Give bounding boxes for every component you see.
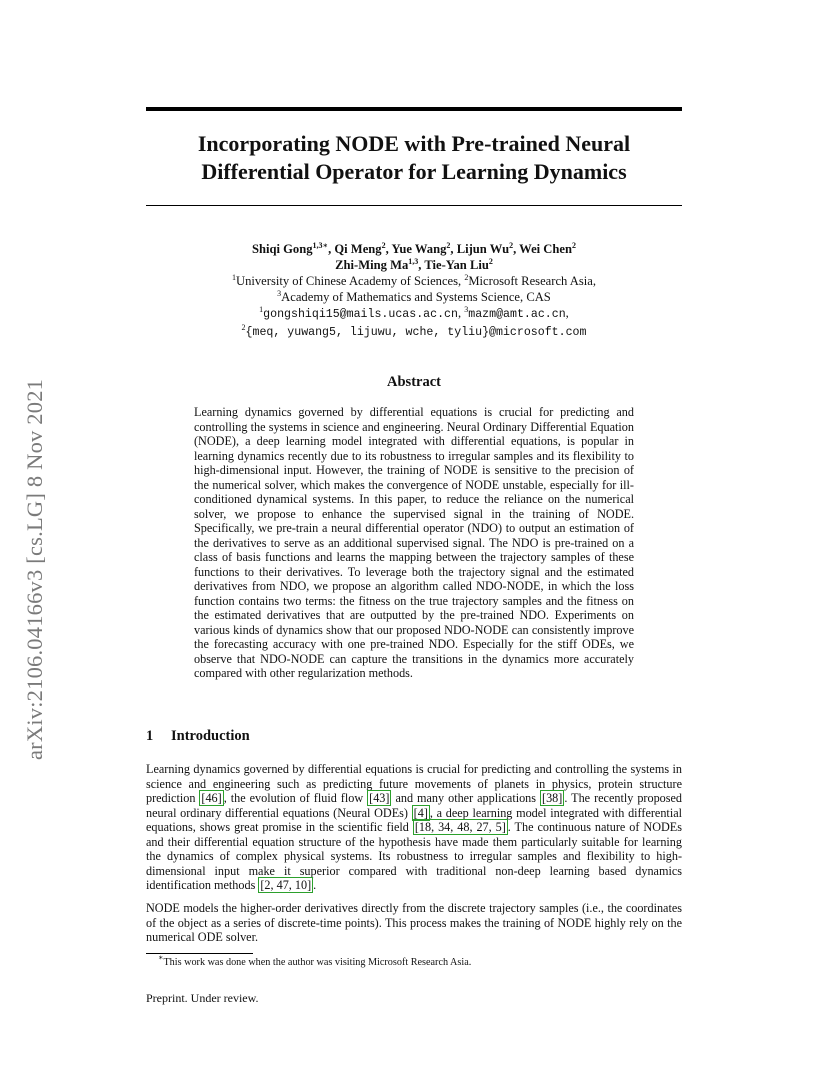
author-footnote-mark: ∗ (322, 241, 329, 250)
affil-sup: 1 (231, 273, 236, 282)
author-name: Tie-Yan Liu (424, 258, 489, 272)
author-name: Wei Chen (519, 242, 573, 256)
author-name: Qi Meng (334, 242, 382, 256)
author-affil-sup: 1,3 (312, 241, 323, 250)
email-line-2 (146, 323, 682, 341)
affiliation-line-1 (146, 273, 682, 289)
affiliation: Microsoft Research Asia, (468, 274, 597, 288)
affiliation: University of Chinese Academy of Sciences, (235, 274, 465, 288)
title-line-1: Incorporating NODE with Pre-trained Neural (197, 131, 631, 156)
author-line-1: Shiqi Gong$^{1,3∗}$, Qi Meng$^2$, Yue Wang$^2$, Lijun Wu$^2$, Wei Chen$^2$ (251, 241, 577, 256)
author-affil-sup: 2 (509, 241, 514, 250)
citation-link[interactable]: [43] (369, 791, 390, 805)
affil-sup: 2 (464, 273, 469, 282)
author-affil-sup: 2 (488, 257, 493, 266)
title-bottom-rule (146, 205, 682, 206)
para-text: and many other applications (391, 791, 541, 805)
email[interactable]: gongshiqi15@mails.ucas.ac.cn (263, 308, 458, 321)
author-affil-sup: 2 (446, 241, 451, 250)
intro-paragraph-2: NODE models the higher-order derivatives directly from the discrete trajectory samples (i.e., the coordinates of the object as a series of discrete-time points). This process makes the training of NODE highly rely on the numerical ODE solver. (146, 901, 682, 944)
para-text: Learning dynamics governed by differential equations is crucial for predicting and controlling the systems in science and engineering such as predicting future movements of planets in physics, protein structure prediction (146, 762, 682, 805)
footnote-text: This work was done when the author was visiting Microsoft Research Asia. (163, 957, 472, 968)
citation-link[interactable]: [18, 34, 48, 27, 5] (414, 820, 506, 834)
abstract-heading: Abstract (387, 374, 441, 390)
abstract-text: Learning dynamics governed by differential equations is crucial for predicting and controlling the systems in science and engineering. Neural Ordinary Differential Equation (NODE), a deep learning model integrated with differential equations, is popular in learning dynamics recently due to its robustness to irregular samples and its flexibility to high-dimensional input. However, the training of NODE is sensitive to the precision of the numerical solver, which makes the convergence of NODE unstable, especially for ill-conditioned dynamical systems. In this paper, to reduce the reliance on the numerical solver, we propose to enhance the supervised signal in the training of NODE. Specifically, we pre-train a neural differential operator (NDO) to output an estimation of the derivatives to serve as an additional supervised signal. The NDO is pre-trained on a class of basis functions and learns the mapping between the trajectory samples of these functions to their derivatives. To leverage both the trajectory signal and the estimated derivatives from NDO, we propose an algorithm called NDO-NODE, in which the loss function contains two terms: the fitness on the true trajectory samples and the fitness on the estimated derivatives that are outputted by the pre-trained NDO. Experiments on various kinds of dynamics show that our proposed NDO-NODE can consistently improve the forecasting accuracy with one pre-trained NDO. Especially for the stiff ODEs, we observe that NDO-NODE can capture the transitions in the dynamics more accurately compared with other regularization methods. (194, 405, 634, 680)
preprint-footer: Preprint. Under review. (146, 991, 259, 1005)
author-line-2: Zhi-Ming Ma$^{1,3}$, Tie-Yan Liu$^2$ (335, 257, 493, 272)
author-block (146, 241, 682, 341)
section-number: 1 (146, 728, 154, 744)
arxiv-identifier: arXiv:2106.04166v3 [cs.LG] 8 Nov 2021 (22, 378, 47, 760)
intro-paragraph-1 (146, 762, 682, 893)
citation-link[interactable]: [4] (413, 805, 428, 820)
author-name: Yue Wang (391, 242, 447, 256)
section-heading (146, 728, 250, 745)
author-name: Lijun Wu (456, 242, 510, 256)
email[interactable]: mazm@amt.ac.cn (468, 308, 566, 321)
citation-link[interactable]: [2, 47, 10] (260, 878, 312, 892)
author-affil-sup: 2 (381, 241, 386, 250)
affil-sup: 2 (241, 323, 246, 332)
title-top-rule (146, 107, 682, 111)
section-title: Introduction (171, 728, 250, 744)
footnote-mark: ∗ (158, 953, 164, 962)
affiliation-line-2 (146, 289, 682, 305)
citation-link[interactable]: [38] (542, 791, 563, 805)
para-text: . The continuous nature of NODEs and their differential equation structure of the hypothesis have made them particularly suitable for learning the dynamics of complex physical systems. Its robustness to irregular samples and flexibility to high-dimensional input make it superior compared with traditional non-deep learning based dynamics identification methods (146, 820, 682, 892)
author-affil-sup: 1,3 (408, 257, 419, 266)
footnote (158, 953, 472, 969)
author-name: Shiqi Gong (251, 242, 313, 256)
para-text: , a deep learning model integrated with differential equations, shows great promise in the scientific field (146, 805, 682, 834)
title-line-2: Differential Operator for Learning Dynamics (201, 159, 627, 184)
affiliation: Academy of Mathematics and Systems Science, CAS (281, 290, 551, 304)
affil-sup: 1 (259, 305, 264, 314)
author-name: Zhi-Ming Ma (335, 258, 409, 272)
paper-title (146, 130, 682, 186)
para-text: , the evolution of fluid flow (223, 791, 368, 805)
email-line-1: $^1$gongshiqi15@mails.ucas.ac.cn, $^3$mazm@amt.ac.cn, (259, 305, 569, 321)
affil-sup: 3 (464, 305, 469, 314)
citation-link[interactable]: [46] (201, 791, 222, 805)
author-affil-sup: 2 (572, 241, 577, 250)
para-text: . (313, 878, 317, 892)
email[interactable]: {meq, yuwang5, lijuwu, wche, tyliu}@microsoft.com (245, 326, 587, 339)
affil-sup: 3 (277, 289, 282, 298)
para-text: . The recently proposed neural ordinary differential equations (Neural ODEs) (146, 791, 682, 820)
